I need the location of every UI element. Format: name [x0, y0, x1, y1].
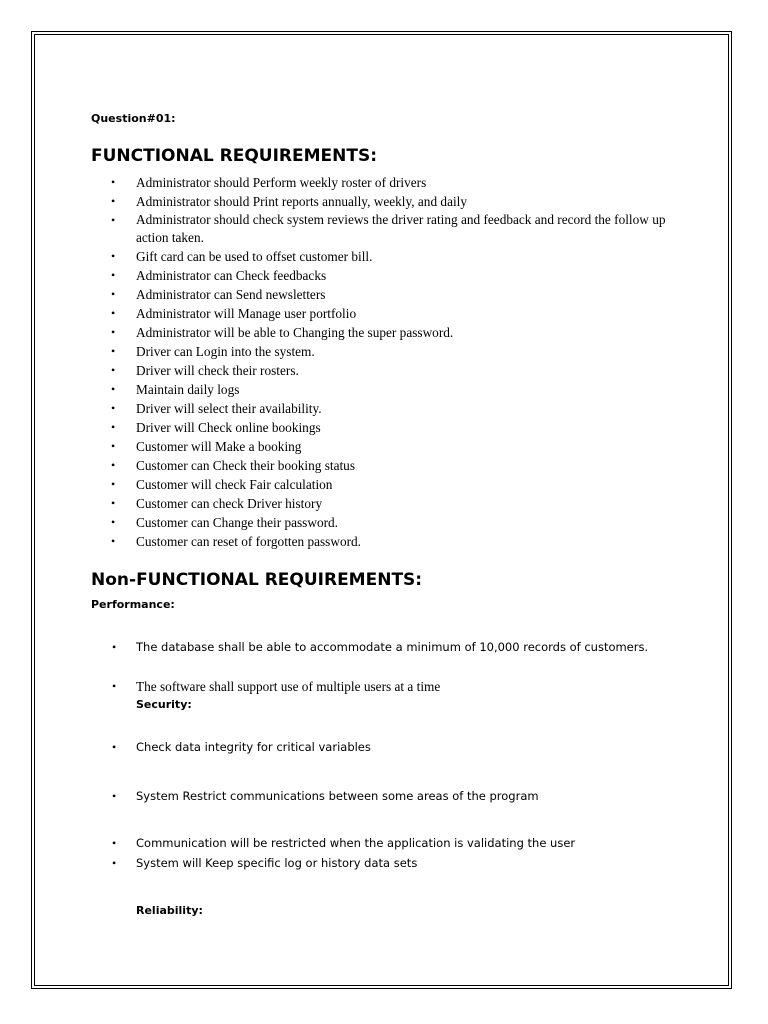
- bullet-icon: •: [111, 458, 116, 472]
- bullet-icon: •: [111, 363, 116, 377]
- list-item-text: Administrator can Check feedbacks: [136, 268, 327, 283]
- bullet-icon: •: [112, 789, 117, 803]
- bullet-icon: •: [111, 213, 116, 227]
- bullet-icon: •: [111, 496, 116, 510]
- bullet-icon: •: [112, 836, 117, 850]
- list-item: [111, 494, 691, 513]
- list-item: [111, 247, 691, 266]
- list-item-text: Driver will Check online bookings: [136, 420, 321, 435]
- list-item: [111, 304, 691, 323]
- list-item-text: Administrator can Send newsletters: [136, 287, 326, 302]
- list-item-text: Gift card can be used to offset customer bill.: [136, 249, 373, 264]
- list-item-text: Administrator should check system reviews the driver rating and feedback and record the follow up action taken.: [136, 212, 666, 245]
- list-item: [111, 532, 691, 551]
- bullet-icon: •: [111, 382, 116, 396]
- bullet-icon: •: [111, 306, 116, 320]
- list-item-text: Maintain daily logs: [136, 382, 240, 397]
- list-item-text: Administrator should Perform weekly roster of drivers: [136, 175, 427, 190]
- list-item: [111, 342, 691, 361]
- list-item: [111, 266, 691, 285]
- list-item: [111, 418, 691, 437]
- bullet-icon: •: [111, 268, 116, 282]
- list-item-text: Customer can Check their booking status: [136, 458, 355, 473]
- list-item: • The database shall be able to accommodate a minimum of 10,000 records of customers.: [112, 640, 649, 654]
- list-item: [111, 399, 691, 418]
- list-item-text: Customer will check Fair calculation: [136, 477, 333, 492]
- list-item: [111, 211, 691, 247]
- bullet-icon: •: [112, 640, 117, 654]
- bullet-icon: •: [112, 740, 117, 754]
- list-item-text: Customer can reset of forgotten password.: [136, 534, 362, 549]
- list-item: [111, 361, 691, 380]
- list-item: [111, 513, 691, 532]
- bullet-icon: •: [111, 344, 116, 358]
- list-item-text: Administrator will Manage user portfolio: [136, 306, 357, 321]
- list-item: [111, 380, 691, 399]
- bullet-icon: •: [111, 477, 116, 491]
- performance-label: Performance:: [91, 598, 175, 611]
- list-item: [111, 456, 691, 475]
- list-item: • System Restrict communications between some areas of the program: [112, 789, 539, 803]
- bullet-icon: •: [111, 534, 116, 548]
- functional-list: [111, 173, 691, 551]
- list-item: • Check data integrity for critical variables: [112, 740, 371, 754]
- list-item: [111, 323, 691, 342]
- bullet-icon: •: [112, 679, 117, 693]
- list-item: [111, 437, 691, 456]
- bullet-icon: •: [111, 175, 116, 189]
- list-item-text: Administrator will be able to Changing the super password.: [136, 325, 454, 340]
- functional-heading: FUNCTIONAL REQUIREMENTS:: [91, 146, 378, 166]
- bullet-icon: •: [111, 249, 116, 263]
- list-item-text: Customer can Change their password.: [136, 515, 338, 530]
- question-label: Question#01:: [91, 112, 176, 125]
- list-item-text: Administrator should Print reports annually, weekly, and daily: [136, 194, 468, 209]
- reliability-label: Reliability:: [136, 904, 203, 917]
- bullet-icon: •: [111, 439, 116, 453]
- non-functional-heading: Non-FUNCTIONAL REQUIREMENTS:: [91, 570, 423, 590]
- bullet-icon: •: [111, 401, 116, 415]
- list-item: • System will Keep specific log or history data sets: [112, 856, 418, 870]
- list-item: [111, 475, 691, 494]
- bullet-icon: •: [112, 856, 117, 870]
- list-item-text: Driver will check their rosters.: [136, 363, 299, 378]
- list-item: [111, 285, 691, 304]
- list-item-text: Driver can Login into the system.: [136, 344, 315, 359]
- list-item-text: Driver will select their availability.: [136, 401, 322, 416]
- security-label: Security:: [136, 698, 192, 711]
- list-item: • The software shall support use of multiple users at a time: [112, 679, 441, 694]
- bullet-icon: •: [111, 287, 116, 301]
- list-item: [111, 192, 691, 211]
- bullet-icon: •: [111, 194, 116, 208]
- list-item: [111, 173, 691, 192]
- bullet-icon: •: [111, 515, 116, 529]
- list-item: • Communication will be restricted when the application is validating the user: [112, 836, 576, 850]
- list-item-text: Customer can check Driver history: [136, 496, 323, 511]
- list-item-text: Customer will Make a booking: [136, 439, 302, 454]
- bullet-icon: •: [111, 420, 116, 434]
- bullet-icon: •: [111, 325, 116, 339]
